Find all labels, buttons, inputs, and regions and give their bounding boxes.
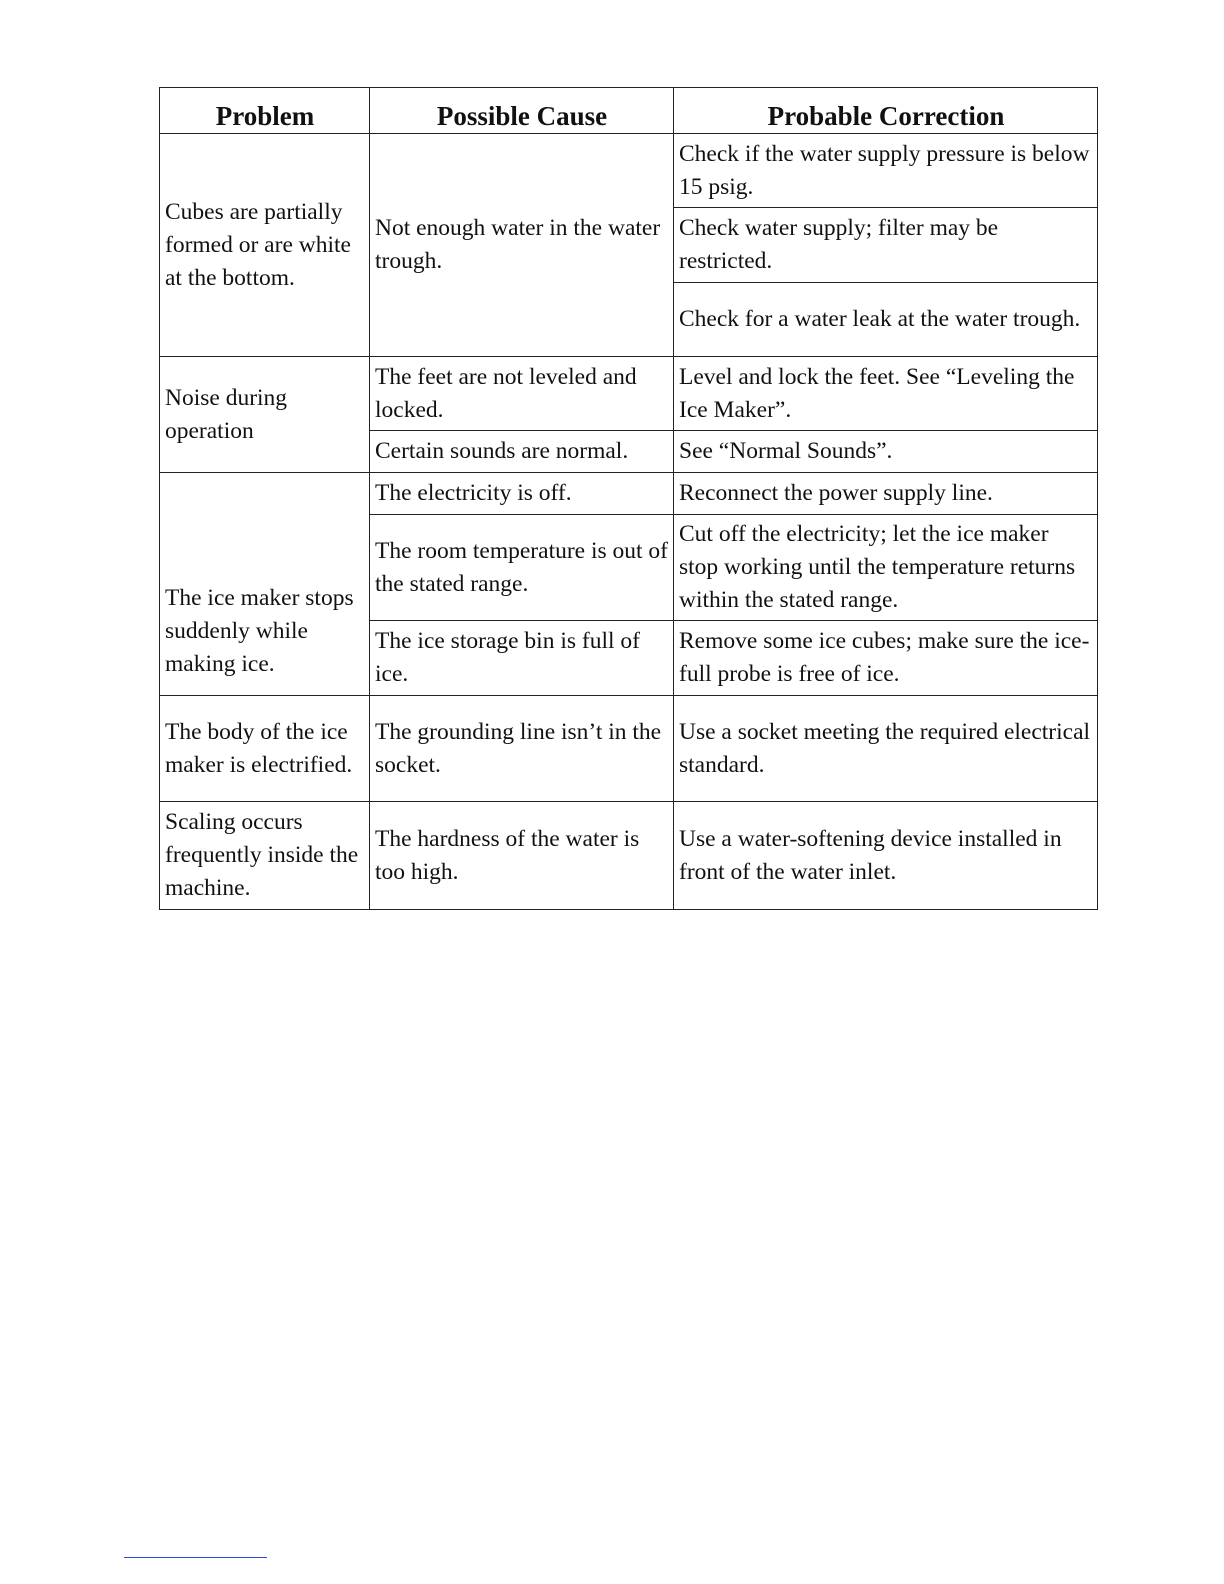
correction-cell: Check water supply; filter may be restricted. (674, 208, 1098, 283)
header-problem: Problem (160, 88, 370, 134)
problem-cell: The ice maker stops suddenly while making ice. (160, 473, 370, 696)
table-row (160, 802, 1098, 910)
cause-cell: The grounding line isn’t in the socket. (370, 696, 674, 802)
problem-cell: Scaling occurs frequently inside the machine. (160, 802, 370, 910)
table-row (160, 134, 1098, 208)
correction-cell: Cut off the electricity; let the ice maker stop working until the temperature returns within the stated range. (674, 515, 1098, 621)
table-row (160, 696, 1098, 802)
table-row (160, 473, 1098, 515)
header-cause: Possible Cause (370, 88, 674, 134)
cause-cell: Certain sounds are normal. (370, 431, 674, 473)
header-correction: Probable Correction (674, 88, 1098, 134)
correction-cell: Reconnect the power supply line. (674, 473, 1098, 515)
cause-cell: The electricity is off. (370, 473, 674, 515)
cause-cell: The hardness of the water is too high. (370, 802, 674, 910)
problem-cell: The body of the ice maker is electrified. (160, 696, 370, 802)
header-row (160, 88, 1098, 134)
correction-cell: Remove some ice cubes; make sure the ice-full probe is free of ice. (674, 621, 1098, 696)
cause-cell: Not enough water in the water trough. (370, 134, 674, 357)
correction-cell: Check for a water leak at the water trough. (674, 283, 1098, 357)
correction-cell: Use a socket meeting the required electrical standard. (674, 696, 1098, 802)
cause-cell: The feet are not leveled and locked. (370, 357, 674, 431)
table-row (160, 357, 1098, 431)
cause-cell: The ice storage bin is full of ice. (370, 621, 674, 696)
correction-cell: Use a water-softening device installed in front of the water inlet. (674, 802, 1098, 910)
cause-cell: The room temperature is out of the stated range. (370, 515, 674, 621)
footnote-rule (124, 1557, 267, 1558)
problem-cell: Cubes are partially formed or are white at the bottom. (160, 134, 370, 357)
correction-cell: Check if the water supply pressure is below 15 psig. (674, 134, 1098, 208)
correction-cell: Level and lock the feet. See “Leveling the Ice Maker”. (674, 357, 1098, 431)
correction-cell: See “Normal Sounds”. (674, 431, 1098, 473)
problem-cell: Noise during operation (160, 357, 370, 473)
troubleshooting-table (159, 87, 1098, 910)
